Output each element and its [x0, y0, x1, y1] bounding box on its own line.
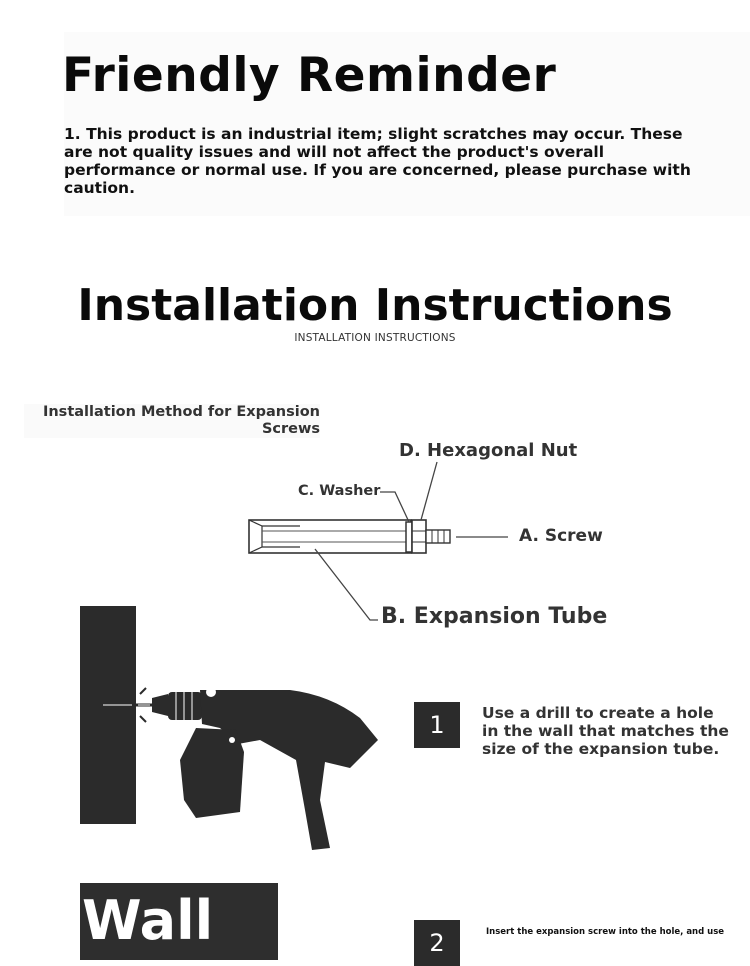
hex-nut-shape: [412, 520, 426, 553]
expansion-screw-illustration: [249, 520, 450, 553]
step-2-number: 2: [414, 920, 460, 966]
method-heading: Installation Method for Expansion Screws: [24, 404, 320, 438]
hex-nut-leader: [421, 462, 437, 520]
washer-leader: [380, 492, 409, 522]
drill-icon: [103, 687, 378, 850]
label-hexagonal-nut: D. Hexagonal Nut: [399, 440, 578, 461]
tube-leader: [315, 549, 378, 620]
wall-block: [80, 883, 278, 960]
washer-shape: [406, 522, 412, 552]
label-screw: A. Screw: [519, 526, 603, 546]
wall-shape: [80, 606, 136, 824]
label-washer: C. Washer: [298, 483, 381, 499]
installation-subtitle: INSTALLATION INSTRUCTIONS: [294, 332, 456, 344]
step-1-number: 1: [414, 702, 460, 748]
step-2-text: Insert the expansion screw into the hole, and use: [486, 927, 725, 937]
installation-title: Installation Instructions: [77, 280, 673, 331]
reminder-note: 1. This product is an industrial item; slight scratches may occur. These are not quality issues and will not affect the product's overall performance or normal use. If you are concerned, please purchase with caution.: [64, 125, 691, 197]
expansion-tube-shape: [249, 520, 411, 553]
reminder-title: Friendly Reminder: [62, 48, 557, 103]
step-1-text: Use a drill to create a hole in the wall that matches the size of the expansion tube.: [482, 704, 729, 758]
wall-label: Wall: [82, 889, 214, 952]
label-expansion-tube: B. Expansion Tube: [381, 604, 608, 629]
